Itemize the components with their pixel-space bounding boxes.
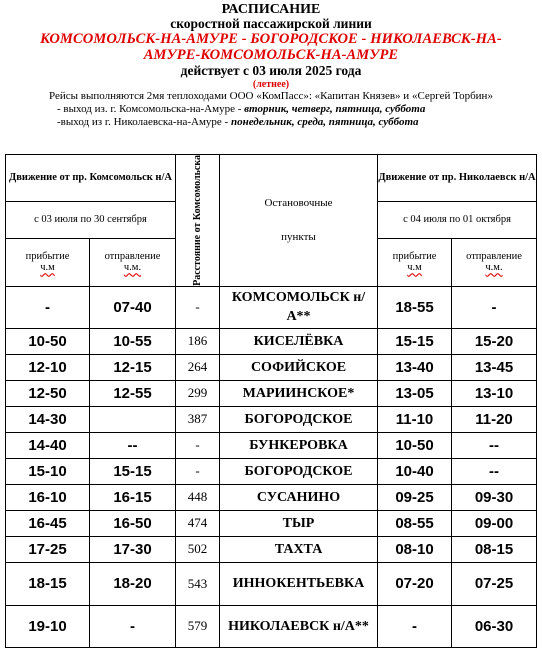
- stop-name: БУНКЕРОВКА: [220, 432, 378, 458]
- table-row: [6, 380, 537, 406]
- departure-from-nik: 09-00: [452, 510, 537, 536]
- departure-from-nik: 06-30: [452, 605, 537, 647]
- stop-name: СОФИЙСКОЕ: [220, 354, 378, 380]
- route-line-1: КОМСОМОЛЬСК-НА-АМУРЕ - БОГОРОДСКОЕ - НИКОЛАЕВСК-НА-: [40, 31, 502, 48]
- info-departure-nik: -выход из г. Николаевска-на-Амуре - понедельник, среда, пятница, суббота: [57, 116, 419, 129]
- departure-from-nik: 08-15: [452, 536, 537, 562]
- stop-name: ТАХТА: [220, 536, 378, 562]
- arrival-from-nik: 08-55: [378, 510, 452, 536]
- departure-from-kom: [90, 406, 176, 432]
- info-departure-kom: - выход из. г. Комсомольска-на-Амуре - вторник, четверг, пятница, суббота: [57, 103, 426, 116]
- distance: 186: [176, 328, 220, 354]
- table-row: [6, 562, 537, 605]
- departure-from-kom: 16-50: [90, 510, 176, 536]
- departure-from-kom: 12-55: [90, 380, 176, 406]
- distance: -: [176, 432, 220, 458]
- arrival-from-kom: 16-45: [6, 510, 90, 536]
- arrival-from-nik: 07-20: [378, 562, 452, 605]
- arrival-from-kom: 12-10: [6, 354, 90, 380]
- arrival-from-kom: -: [6, 286, 90, 328]
- arrival-from-nik: 08-10: [378, 536, 452, 562]
- departure-from-nik: 13-10: [452, 380, 537, 406]
- departure-from-nik: --: [452, 432, 537, 458]
- info-days-nik: понедельник, среда, пятница, суббота: [230, 116, 419, 129]
- distance: 543: [176, 562, 220, 605]
- distance: 299: [176, 380, 220, 406]
- stop-name: БОГОРОДСКОЕ: [220, 458, 378, 484]
- stops-header: Остановочные пункты: [220, 155, 378, 287]
- arrival-from-kom: 15-10: [6, 458, 90, 484]
- departure-from-kom: 18-20: [90, 562, 176, 605]
- direction-from-komsomolsk: Движение от пр. Комсомольск н/А: [6, 155, 176, 202]
- departure-from-kom: --: [90, 432, 176, 458]
- arrival-from-kom: 18-15: [6, 562, 90, 605]
- arrival-from-nik: 10-40: [378, 458, 452, 484]
- page-title: РАСПИСАНИЕ: [221, 2, 321, 17]
- departure-from-kom: 15-15: [90, 458, 176, 484]
- arrival-from-kom: 12-50: [6, 380, 90, 406]
- distance: 448: [176, 484, 220, 510]
- arrival-from-kom: 16-10: [6, 484, 90, 510]
- page-subtitle: скоростной пассажирской линии: [170, 16, 372, 32]
- table-row: [6, 458, 537, 484]
- arrival-from-nik: 15-15: [378, 328, 452, 354]
- departure-from-kom: -: [90, 605, 176, 647]
- departure-from-kom: 17-30: [90, 536, 176, 562]
- stop-name: БОГОРОДСКОЕ: [220, 406, 378, 432]
- distance: 387: [176, 406, 220, 432]
- departure-from-nik: -: [452, 286, 537, 328]
- col-arrival-2: прибытие ч.м: [378, 238, 452, 286]
- departure-from-kom: 16-15: [90, 484, 176, 510]
- table-row: [6, 605, 537, 647]
- departure-from-kom: 07-40: [90, 286, 176, 328]
- arrival-from-nik: 18-55: [378, 286, 452, 328]
- arrival-from-kom: 17-25: [6, 536, 90, 562]
- distance: -: [176, 458, 220, 484]
- season-label: (летнее): [252, 78, 290, 90]
- arrival-from-kom: 14-30: [6, 406, 90, 432]
- table-row: [6, 406, 537, 432]
- table-row: [6, 432, 537, 458]
- dates-from-komsomolsk: с 03 июля по 30 сентября: [6, 201, 176, 238]
- info-days-kom: вторник, четверг, пятница, суббота: [244, 103, 426, 116]
- distance-header: Расстояние от Комсомольска: [176, 155, 220, 287]
- stop-name: СУСАНИНО: [220, 484, 378, 510]
- arrival-from-nik: 11-10: [378, 406, 452, 432]
- arrival-from-nik: 09-25: [378, 484, 452, 510]
- col-departure-1: отправление ч.м.: [90, 238, 176, 286]
- departure-from-nik: 07-25: [452, 562, 537, 605]
- stop-name: ТЫР: [220, 510, 378, 536]
- arrival-from-kom: 10-50: [6, 328, 90, 354]
- table-row: [6, 536, 537, 562]
- stop-name: МАРИИНСКОЕ*: [220, 380, 378, 406]
- stop-name: ИННОКЕНТЬЕВКА: [220, 562, 378, 605]
- schedule-header: [0, 0, 542, 90]
- departure-from-kom: 10-55: [90, 328, 176, 354]
- departure-from-nik: 15-20: [452, 328, 537, 354]
- table-row: [6, 484, 537, 510]
- table-row: [6, 354, 537, 380]
- arrival-from-nik: 10-50: [378, 432, 452, 458]
- arrival-from-nik: 13-05: [378, 380, 452, 406]
- stop-name: НИКОЛАЕВСК н/А**: [220, 605, 378, 647]
- table-row: [6, 510, 537, 536]
- table-row: [6, 286, 537, 328]
- departure-from-nik: --: [452, 458, 537, 484]
- arrival-from-nik: -: [378, 605, 452, 647]
- arrival-from-kom: 14-40: [6, 432, 90, 458]
- distance: 264: [176, 354, 220, 380]
- schedule-info: [0, 90, 542, 130]
- distance: -: [176, 286, 220, 328]
- route-line-2: АМУРЕ-КОМСОМОЛЬСК-НА-АМУРЕ: [143, 47, 399, 64]
- effective-date: действует с 03 июля 2025 года: [180, 63, 362, 79]
- departure-from-nik: 13-45: [452, 354, 537, 380]
- table-row: [6, 328, 537, 354]
- departure-from-nik: 11-20: [452, 406, 537, 432]
- distance: 474: [176, 510, 220, 536]
- arrival-from-kom: 19-10: [6, 605, 90, 647]
- col-departure-2: отправление ч.м.: [452, 238, 537, 286]
- stop-name: КОМСОМОЛЬСК н/А**: [220, 286, 378, 328]
- departure-from-nik: 09-30: [452, 484, 537, 510]
- schedule-table: [5, 154, 537, 648]
- col-arrival-1: прибытие ч.м: [6, 238, 90, 286]
- arrival-from-nik: 13-40: [378, 354, 452, 380]
- direction-from-nikolaevsk: Движение от пр. Николаевск н/А: [378, 155, 537, 202]
- distance: 502: [176, 536, 220, 562]
- distance: 579: [176, 605, 220, 647]
- info-vessels: Рейсы выполняются 2мя теплоходами ООО «КомПасс»: «Капитан Князев» и «Сергей Торбин»: [49, 89, 493, 102]
- stop-name: КИСЕЛЁВКА: [220, 328, 378, 354]
- departure-from-kom: 12-15: [90, 354, 176, 380]
- dates-from-nikolaevsk: с 04 июля по 01 октября: [378, 201, 537, 238]
